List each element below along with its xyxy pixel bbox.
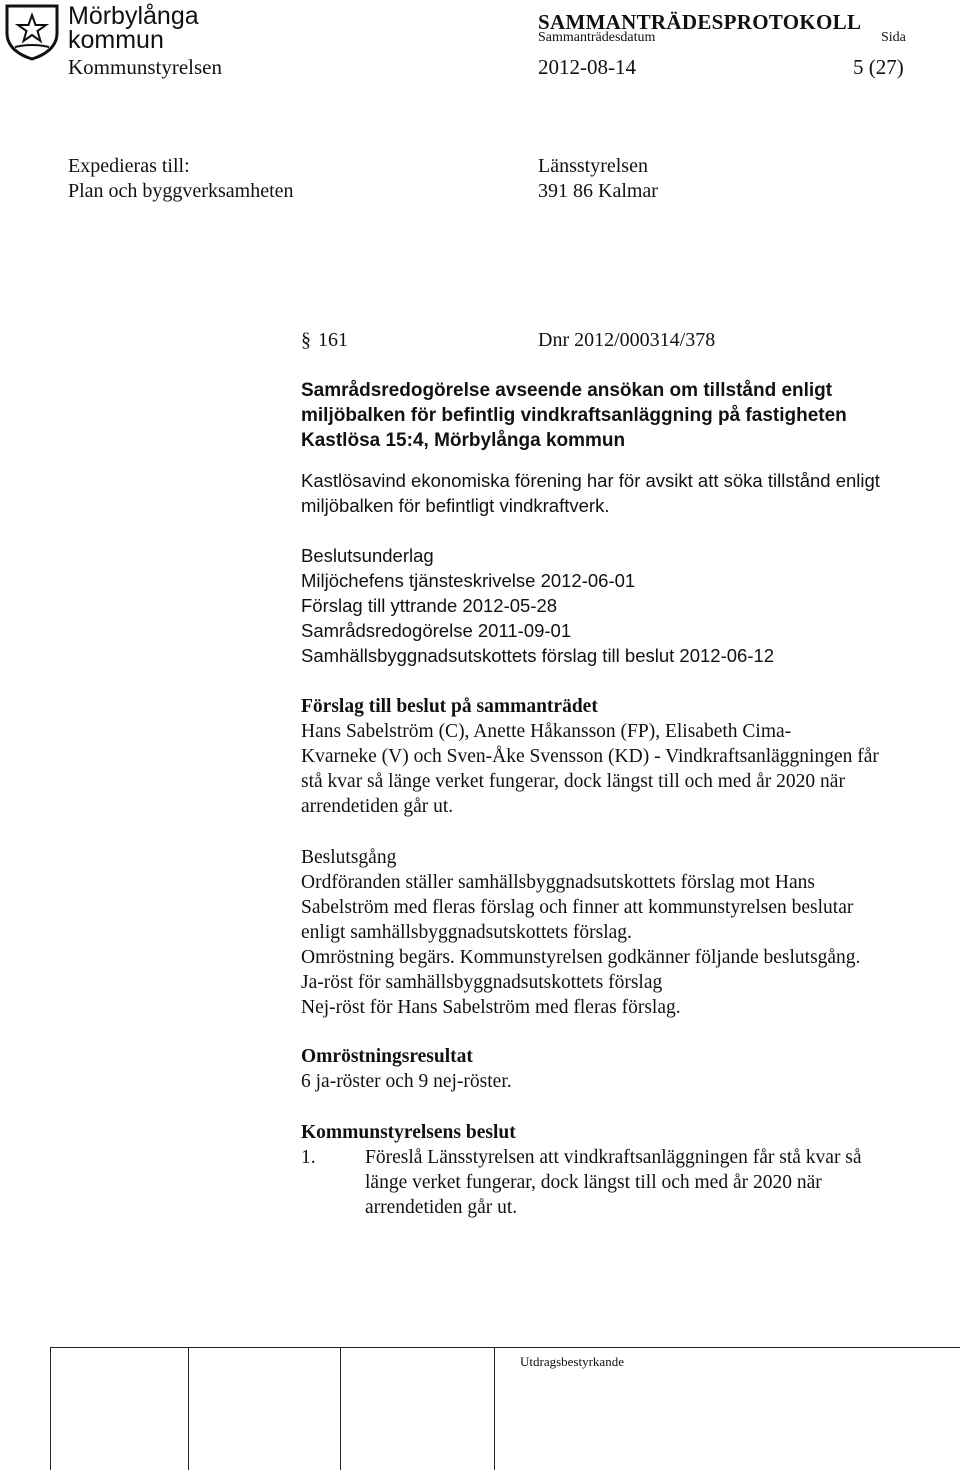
decision-basis-item: Samrådsredogörelse 2011-09-01 bbox=[301, 620, 572, 641]
signature-box-divider bbox=[340, 1347, 341, 1470]
distribution-label: Expedieras till: bbox=[68, 155, 190, 177]
case-number: Dnr 2012/000314/378 bbox=[538, 329, 716, 351]
proposal-line: stå kvar så länge verket fungerar, dock längst till och med år 2020 när bbox=[301, 771, 845, 792]
decision-basis-item: Förslag till yttrande 2012-05-28 bbox=[301, 595, 558, 616]
page-number: 5 (27) bbox=[853, 55, 904, 79]
vote-result: 6 ja-röster och 9 nej-röster. bbox=[301, 1071, 512, 1092]
decision-section bbox=[301, 1120, 951, 1145]
procedure-line: Ordföranden ställer samhällsbyggnadsutskottets förslag mot Hans bbox=[301, 872, 815, 893]
section-title-line: miljöbalken för befintlig vindkraftsanläggning på fastigheten bbox=[301, 405, 847, 426]
decision-item-line: Föreslå Länsstyrelsen att vindkraftsanläggningen får stå kvar så bbox=[365, 1147, 862, 1168]
procedure-heading: Beslutsgång bbox=[301, 847, 397, 868]
proposal-line: arrendetiden går ut. bbox=[301, 796, 454, 817]
section-title bbox=[301, 378, 941, 453]
decision-item-line: arrendetiden går ut. bbox=[365, 1197, 518, 1218]
decision-basis-item: Samhällsbyggnadsutskottets förslag till beslut 2012-06-12 bbox=[301, 645, 775, 666]
distribution-recipient: Plan och byggverksamheten bbox=[68, 180, 294, 202]
logo-text-line2: kommun bbox=[68, 26, 164, 54]
decision-basis-item: Miljöchefens tjänsteskrivelse 2012-06-01 bbox=[301, 570, 636, 591]
intro-line: miljöbalken för befintligt vindkraftverk. bbox=[301, 495, 610, 516]
decision-item bbox=[365, 1145, 945, 1220]
extract-certification-label: Utdragsbestyrkande bbox=[520, 1354, 624, 1369]
proposal-heading: Förslag till beslut på sammanträdet bbox=[301, 696, 598, 717]
vote-result-heading: Omröstningsresultat bbox=[301, 1046, 473, 1067]
document-type: SAMMANTRÄDESPROTOKOLL bbox=[538, 10, 862, 34]
proposal-line: Kvarneke (V) och Sven-Åke Svensson (KD) - Vindkraftsanläggningen får bbox=[301, 746, 879, 767]
distribution-address-line1: Länsstyrelsen bbox=[538, 155, 648, 177]
logo-text-line1: Mörbylånga bbox=[68, 2, 199, 30]
footer-divider bbox=[50, 1347, 960, 1348]
signature-box-divider bbox=[494, 1347, 495, 1470]
decision-item-line: länge verket fungerar, dock längst till och med år 2020 när bbox=[365, 1172, 822, 1193]
meeting-date-label: Sammanträdesdatum bbox=[538, 30, 656, 45]
procedure-line: Omröstning begärs. Kommunstyrelsen godkänner följande beslutsgång. bbox=[301, 947, 861, 968]
decision-item-number: 1. bbox=[301, 1147, 316, 1168]
vote-result-section bbox=[301, 1044, 951, 1094]
proposal-section bbox=[301, 694, 951, 819]
paragraph-number: 161 bbox=[318, 329, 348, 351]
meeting-date: 2012-08-14 bbox=[538, 55, 636, 79]
decision-heading: Kommunstyrelsens beslut bbox=[301, 1122, 516, 1143]
body-name: Kommunstyrelsen bbox=[68, 55, 222, 79]
procedure-line: Ja-röst för samhällsbyggnadsutskottets förslag bbox=[301, 972, 663, 993]
paragraph-sign: § bbox=[301, 329, 311, 351]
decision-basis-heading: Beslutsunderlag bbox=[301, 545, 434, 566]
proposal-line: Hans Sabelström (C), Anette Håkansson (FP), Elisabeth Cima- bbox=[301, 721, 792, 742]
page-label: Sida bbox=[881, 30, 906, 45]
section-intro bbox=[301, 468, 951, 518]
procedure-line: Nej-röst för Hans Sabelström med fleras förslag. bbox=[301, 997, 681, 1018]
section-title-line: Samrådsredogörelse avseende ansökan om tillstånd enligt bbox=[301, 380, 833, 401]
distribution-address-line2: 391 86 Kalmar bbox=[538, 180, 658, 202]
procedure-line: enligt samhällsbyggnadsutskottets förslag. bbox=[301, 922, 632, 943]
signature-box-divider bbox=[188, 1347, 189, 1470]
procedure-line: Sabelström med fleras förslag och finner att kommunstyrelsen beslutar bbox=[301, 897, 854, 918]
decision-basis bbox=[301, 543, 951, 668]
intro-line: Kastlösavind ekonomiska förening har för avsikt att söka tillstånd enligt bbox=[301, 470, 880, 491]
signature-box-divider bbox=[50, 1347, 51, 1470]
procedure-section bbox=[301, 845, 951, 1020]
section-title-line: Kastlösa 15:4, Mörbylånga kommun bbox=[301, 430, 626, 451]
municipal-crest-icon bbox=[3, 3, 61, 61]
